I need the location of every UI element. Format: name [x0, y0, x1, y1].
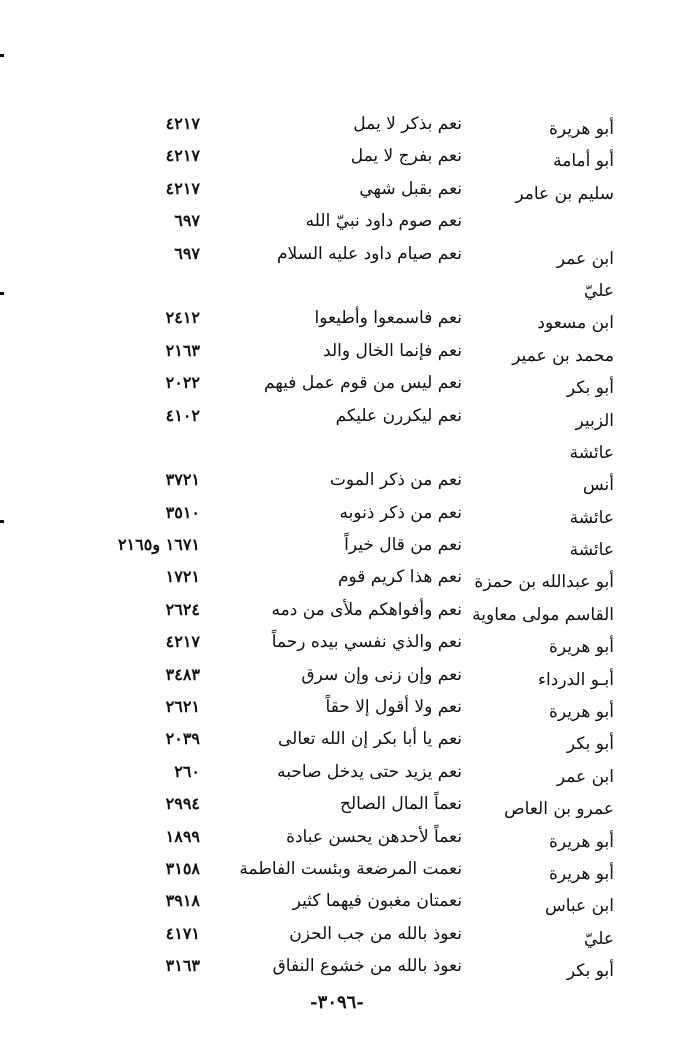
narrator-name: عائشة: [569, 540, 614, 561]
narrator-name: أبو هريرة: [548, 831, 614, 852]
narrator-name: أبو بكر: [566, 961, 614, 982]
hadith-incipit: نعم وإن زنى وإن سرق: [301, 664, 462, 685]
index-entry: [0, 821, 674, 853]
hadith-reference-number: ٦٩٧: [174, 211, 200, 231]
index-entry: [0, 756, 674, 788]
narrator-name: ابن عباس: [544, 896, 614, 917]
narrator-name: أبو عبدالله بن حمزة: [474, 572, 614, 593]
narrator-name: ابن مسعود: [537, 313, 614, 334]
hadith-reference-number: ٢٦٠: [174, 761, 200, 781]
index-entry: [0, 561, 674, 593]
narrator-name: القاسم مولى معاوية: [472, 604, 614, 625]
narrator-name: أبو هريرة: [548, 119, 614, 139]
hadith-incipit: نعم بقبل شهي: [359, 178, 462, 199]
index-entry: [0, 238, 674, 270]
hadith-reference-number: ٤٢١٧: [165, 178, 200, 198]
narrator-name: سليم بن عامر: [515, 183, 614, 204]
page-number: -٣٠٩٦-: [310, 992, 364, 1013]
margin-mark: [0, 54, 4, 57]
narrator-name: أبـو الدرداء: [538, 669, 614, 690]
hadith-incipit: نعم صيام داود عليه السلام: [277, 243, 462, 264]
index-entry: [0, 659, 674, 691]
index-entry: [0, 367, 674, 399]
hadith-incipit: نعم من قال خيراً: [344, 535, 462, 556]
hadith-incipit: نعم وأفواهكم ملأى من دمه: [271, 599, 462, 620]
hadith-reference-number: ٤١٠٢: [165, 405, 200, 425]
index-entry: [0, 594, 674, 626]
index-entry: [0, 335, 674, 367]
hadith-reference-number: ٤٢١٧: [165, 632, 200, 652]
index-entry: [0, 885, 674, 917]
hadith-incipit: نعم ليس من قوم عمل فيهم: [264, 373, 462, 394]
index-entry: [0, 497, 674, 529]
index-entry: [0, 140, 674, 172]
hadith-reference-number: ٤٢١٧: [165, 146, 200, 166]
hadith-incipit: نعم فإنما الخال والد: [323, 340, 462, 361]
narrator-name: أبو بكر: [566, 734, 614, 755]
index-entry: [0, 302, 674, 334]
hadith-reference-number: ٣٩١٨: [165, 891, 200, 911]
narrator-name: عائشة: [569, 442, 614, 463]
narrator-name: ابن عمر: [556, 248, 614, 269]
hadith-incipit: نعوذ بالله من خشوع النفاق: [272, 956, 462, 977]
hadith-reference-number: ٣٧٢١: [165, 470, 200, 490]
hadith-incipit: نعم من ذكر الموت: [329, 470, 462, 491]
index-entry: [0, 432, 674, 464]
narrator-name: عليّ: [584, 928, 614, 949]
hadith-reference-number: ٦٩٧: [174, 243, 200, 263]
narrator-name: أبو هريرة: [548, 702, 614, 723]
index-entry: [0, 950, 674, 982]
hadith-reference-number: ١٦٧١ و٢١٦٥: [117, 535, 200, 555]
hadith-reference-number: ٤٢١٧: [165, 114, 200, 133]
hadith-reference-number: ٢٠٢٢: [165, 373, 200, 393]
hadith-reference-number: ١٨٩٩: [165, 826, 200, 846]
hadith-incipit: نعم ولا أقول إلا حقاً: [325, 697, 462, 718]
narrator-name: أبو بكر: [566, 378, 614, 399]
index-entry: [0, 788, 674, 820]
index-entry: [0, 918, 674, 950]
index-entry: [0, 626, 674, 658]
narrator-name: عائشة: [569, 507, 614, 528]
hadith-incipit: نعم ليكررن عليكم: [335, 405, 462, 426]
hadith-reference-number: ٤١٧١: [165, 923, 200, 943]
hadith-reference-number: ٣١٥٨: [165, 858, 200, 878]
narrator-name: الزبير: [575, 410, 614, 431]
index-entry: [0, 270, 674, 302]
narrator-name: ابن عمر: [556, 766, 614, 787]
hadith-index-list: [0, 108, 674, 983]
hadith-incipit: نعم بذكر لا يمل: [353, 114, 462, 134]
hadith-reference-number: ٢٩٩٤: [165, 794, 200, 814]
hadith-incipit: نعوذ بالله من جب الحزن: [289, 923, 462, 944]
hadith-reference-number: ٢٦٢٤: [165, 599, 200, 619]
hadith-incipit: نعم يا أبا بكر إن الله تعالى: [277, 729, 462, 750]
hadith-reference-number: ٢٠٣٩: [165, 729, 200, 749]
narrator-name: عليّ: [584, 280, 614, 301]
narrator-name: أبو أمامة: [553, 151, 614, 172]
hadith-incipit: نعمت المرضعة وبئست الفاطمة: [239, 858, 462, 879]
hadith-incipit: نعماً لأحدهن يحسن عبادة: [286, 826, 462, 847]
hadith-incipit: نعم من ذكر ذنوبه: [339, 502, 462, 523]
hadith-incipit: نعم يزيد حتى يدخل صاحبه: [277, 761, 462, 782]
index-entry: [0, 691, 674, 723]
hadith-reference-number: ٣٤٨٣: [165, 664, 200, 684]
hadith-reference-number: ١٧٢١: [165, 567, 200, 587]
index-entry: [0, 853, 674, 885]
hadith-incipit: نعم فاسمعوا وأطيعوا: [314, 308, 462, 329]
hadith-incipit: نعم صوم داود نبيّ الله: [305, 211, 462, 232]
hadith-reference-number: ٢٤١٢: [165, 308, 200, 328]
hadith-incipit: نعمتان مغبون فيهما كثير: [292, 891, 462, 912]
index-entry: [0, 529, 674, 561]
narrator-name: أبو هريرة: [548, 637, 614, 658]
hadith-incipit: نعم والذي نفسي بيده رحماً: [271, 632, 462, 653]
hadith-incipit: نعم هذا كريم قوم: [337, 567, 462, 588]
narrator-name: محمد بن عمير: [512, 345, 614, 366]
hadith-incipit: نعم بفرج لا يمل: [350, 146, 462, 167]
index-entry: [0, 400, 674, 432]
hadith-incipit: نعماً المال الصالح: [340, 794, 462, 815]
hadith-reference-number: ٢٦٢١: [165, 697, 200, 717]
index-entry: [0, 173, 674, 205]
hadith-reference-number: ٣١٦٣: [165, 956, 200, 976]
index-entry: [0, 464, 674, 496]
hadith-reference-number: ٣٥١٠: [165, 502, 200, 522]
index-entry: [0, 723, 674, 755]
hadith-reference-number: ٢١٦٣: [165, 340, 200, 360]
narrator-name: أنس: [582, 475, 614, 496]
index-entry: [0, 108, 674, 140]
narrator-name: عمرو بن العاص: [504, 799, 614, 820]
narrator-name: أبو هريرة: [548, 863, 614, 884]
index-entry: [0, 205, 674, 237]
